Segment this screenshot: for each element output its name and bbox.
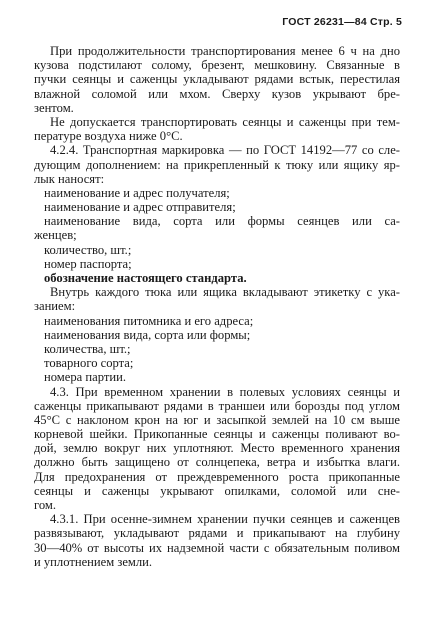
text-line: номера партии. [44, 370, 126, 385]
text-line: женцев; [34, 228, 77, 243]
text-line: должно быть защищено от солнцепека, ветра и избытка влаги. [34, 455, 400, 470]
text-line: 4.2.4. Транспортная маркировка — по ГОСТ 14192—77 со сле- [50, 143, 400, 158]
text-line: обозначение настоящего стандарта. [44, 271, 247, 285]
document-body [34, 44, 400, 569]
text-line: дующим дополнением: на прикрепленный к тюку или ящику яр- [34, 157, 400, 172]
text-line: количество, шт.; [44, 242, 132, 257]
text-line: влажной соломой или мхом. Сверху кузов укрывают бре- [34, 86, 400, 101]
text-line: 45°С с наклоном крон на юг и засыпкой землей на 10 см выше [34, 412, 400, 427]
text-line: развязывают, укладывают рядами и прикапывают на глубину [34, 526, 400, 541]
text-line: наименование и адрес отправителя; [44, 200, 236, 215]
text-line: саженцы прикапывают рядами в траншеи или борозды под углом [34, 398, 400, 413]
text-line: лык наносят: [34, 171, 105, 186]
text-line: Не допускается транспортировать сеянцы и саженцы при тем- [50, 114, 400, 129]
text-line: кузова подстилают солому, брезент, мешковину. Связанные в [34, 58, 400, 73]
text-line: 4.3.1. При осенне-зимнем хранении пучки сеянцев и саженцев [50, 512, 400, 527]
text-line: пучки сеянцы и саженцы укладывают рядами встык, перестилая [34, 72, 400, 87]
text-line: наименование вида, сорта или формы сеянцев или са- [44, 214, 400, 229]
text-line: При продолжительности транспортирования менее 6 ч на дно [50, 44, 400, 58]
text-line: корневой шейки. Прикопанные сеянцы и саженцы поливают во- [34, 427, 400, 442]
text-line: наименования вида, сорта или формы; [44, 327, 251, 342]
text-line: номер паспорта; [44, 256, 132, 271]
text-line: и уплотнением земли. [34, 554, 153, 569]
text-line: количества, шт.; [44, 341, 131, 356]
text-line: занием: [34, 299, 76, 314]
page-header: ГОСТ 26231—84 Стр. 5 [282, 16, 402, 28]
text-line: 4.3. При временном хранении в полевых условиях сеянцы и [50, 384, 400, 399]
text-line: гом. [34, 498, 57, 512]
text-line: товарного сорта; [44, 356, 134, 371]
text-line: дой, землю вокруг них уплотняют. Место временного хранения [34, 441, 400, 456]
text-line: Внутрь каждого тюка или ящика вкладывают этикетку с ука- [50, 285, 400, 300]
text-line: Для предохранения от преждевременного роста прикопанные [34, 469, 400, 484]
text-line: сеянцы и саженцы укрывают опилками, соломой или сне- [34, 483, 400, 498]
text-line: наименование и адрес получателя; [44, 185, 230, 200]
text-line: зентом. [34, 100, 74, 115]
text-line: пературе воздуха ниже 0°С. [34, 129, 183, 144]
text-line: наименования питомника и его адреса; [44, 313, 254, 328]
text-line: 30—40% от высоты их надземной части с обязательным поливом [34, 540, 400, 555]
